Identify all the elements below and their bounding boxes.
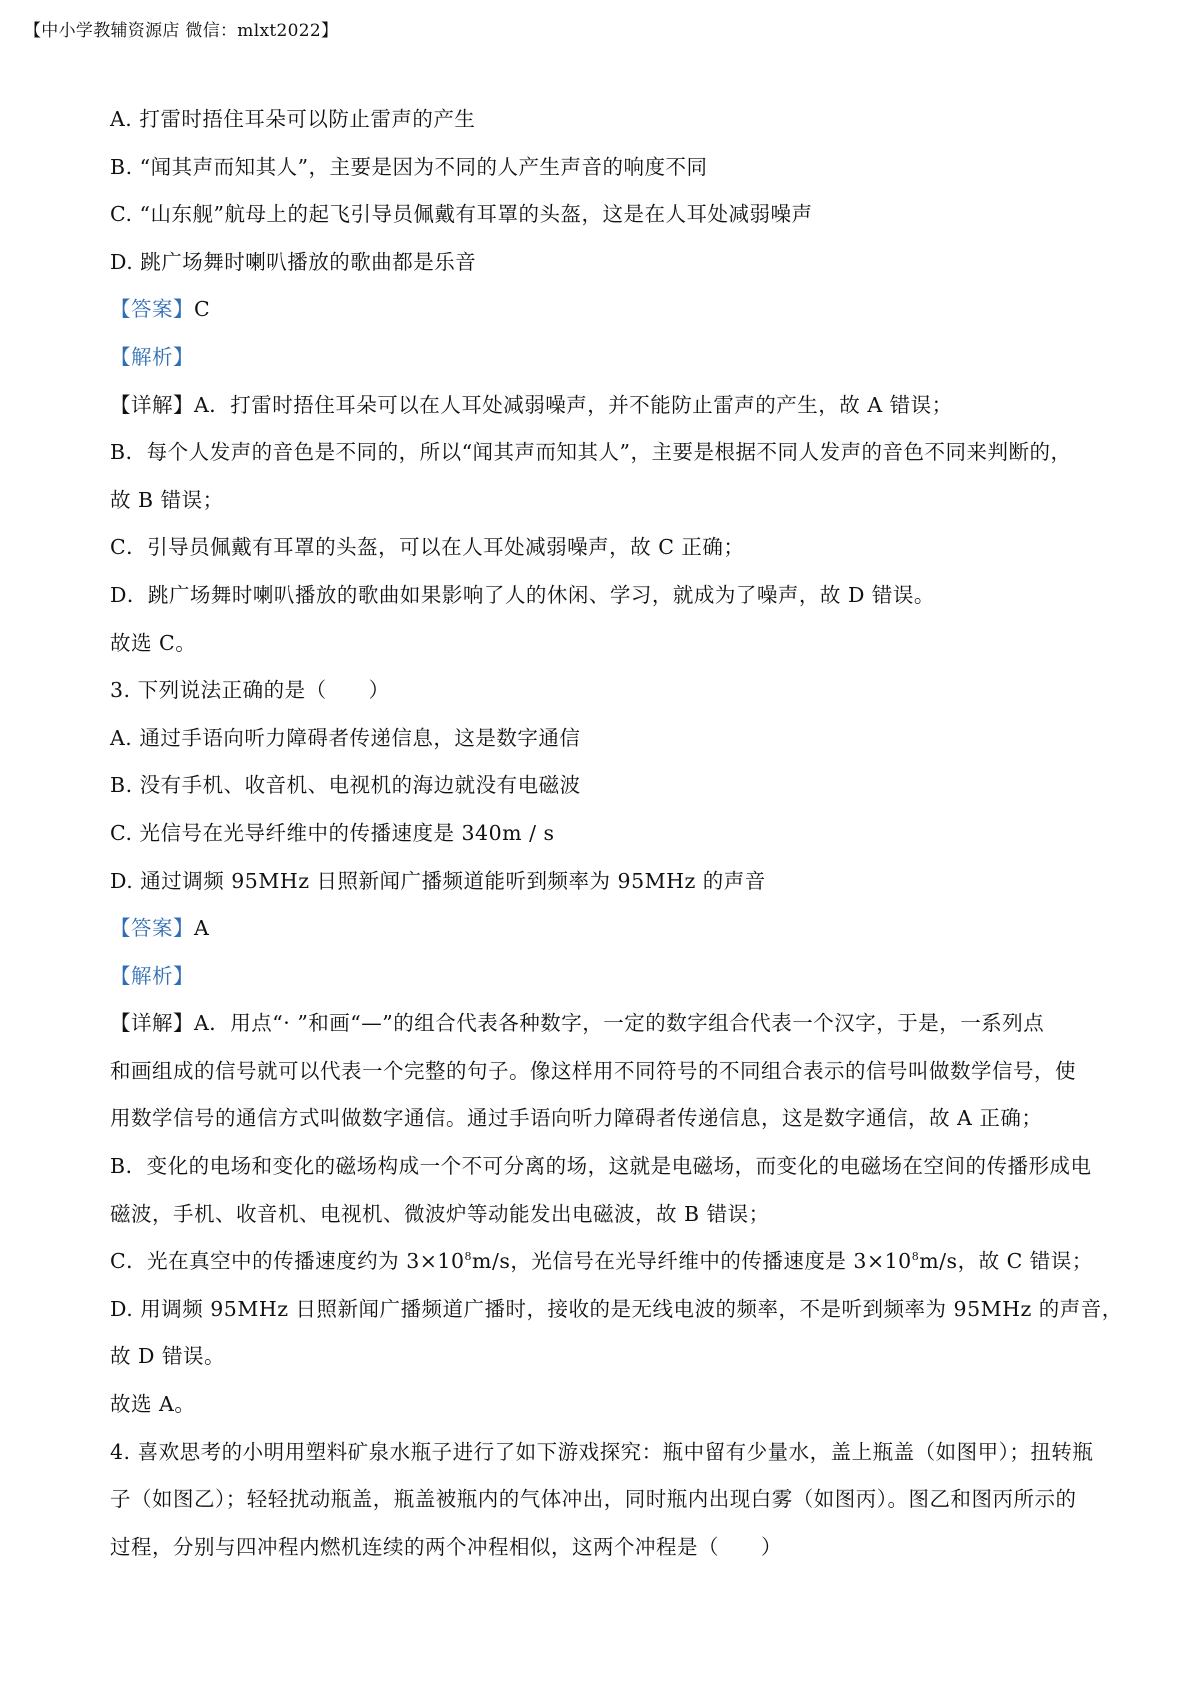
q2-option-c: C. “山东舰”航母上的起飞引导员佩戴有耳罩的头盔，这是在人耳处减弱噪声 bbox=[110, 202, 813, 227]
q3-conclusion: 故选 A。 bbox=[110, 1392, 196, 1417]
exponent: 8 bbox=[464, 1250, 473, 1264]
answer-value: A bbox=[194, 916, 210, 941]
document-body bbox=[110, 96, 1123, 1571]
q2-conclusion: 故选 C。 bbox=[110, 630, 197, 655]
q3-detail-a3: 用数学信号的通信方式叫做数字通信。通过手语向听力障碍者传递信息，这是数字通信，故 A 正确； bbox=[110, 1106, 1043, 1131]
q2-answer bbox=[110, 286, 1100, 334]
detail-text: A．用点“· ”和画“—”的组合代表各种数字，一定的数字组合代表一个汉字，于是，一系列点 bbox=[194, 1011, 1045, 1036]
q3-option-c: C. 光信号在光导纤维中的传播速度是 340m / s bbox=[110, 820, 555, 845]
q4-stem-line2: 子（如图乙）；轻轻扰动瓶盖，瓶盖被瓶内的气体冲出，同时瓶内出现白雾（如图丙）。图乙和图丙所示的 bbox=[110, 1487, 1077, 1512]
q3-detail-b1: B．变化的电场和变化的磁场构成一个不可分离的场，这就是电磁场，而变化的电磁场在空间的传播形成电 bbox=[110, 1154, 1092, 1179]
q2-option-b: B. “闻其声而知其人”，主要是因为不同的人产生声音的响度不同 bbox=[110, 154, 708, 179]
detail-c-part3: m/s，故 C 错误； bbox=[919, 1249, 1093, 1274]
q2-option-d: D. 跳广场舞时喇叭播放的歌曲都是乐音 bbox=[110, 249, 477, 274]
q2-detail-c: C．引导员佩戴有耳罩的头盔，可以在人耳处减弱噪声，故 C 正确； bbox=[110, 535, 745, 560]
q2-option-a: A. 打雷时捂住耳朵可以防止雷声的产生 bbox=[110, 107, 476, 131]
q3-detail-d1: D. 用调频 95MHz 日照新闻广播频道广播时，接收的是无线电波的频率，不是听到频率为 95MHz 的声音， bbox=[110, 1296, 1123, 1321]
detail-c-part2: m/s，光信号在光导纤维中的传播速度是 3×10 bbox=[472, 1249, 912, 1274]
analysis-tag: 【解析】 bbox=[110, 963, 194, 988]
answer-value: C bbox=[194, 297, 211, 322]
exponent: 8 bbox=[911, 1250, 920, 1264]
q4-stem-line3: 过程，分别与四冲程内燃机连续的两个冲程相似，这两个冲程是（ ） bbox=[110, 1534, 782, 1559]
q2-detail-b1: B．每个人发声的音色是不同的，所以“闻其声而知其人”，主要是根据不同人发声的音色不同来判断的， bbox=[110, 440, 1072, 465]
q3-option-d: D. 通过调频 95MHz 日照新闻广播频道能听到频率为 95MHz 的声音 bbox=[110, 868, 766, 893]
q3-detail-d2: 故 D 错误。 bbox=[110, 1344, 225, 1369]
q3-detail-b2: 磁波，手机、收音机、电视机、微波炉等动能发出电磁波，故 B 错误； bbox=[110, 1201, 770, 1226]
detail-text: A．打雷时捂住耳朵可以在人耳处减弱噪声，并不能防止雷声的产生，故 A 错误； bbox=[194, 392, 953, 417]
detail-c-part1: C．光在真空中的传播速度约为 3×10 bbox=[110, 1249, 465, 1274]
answer-tag: 【答案】 bbox=[110, 916, 194, 941]
q4-stem-line1: 4. 喜欢思考的小明用塑料矿泉水瓶子进行了如下游戏探究：瓶中留有少量水，盖上瓶盖（如图甲）；扭转瓶 bbox=[110, 1439, 1094, 1464]
q3-analysis bbox=[110, 953, 1100, 1001]
detail-tag: 【详解】 bbox=[110, 392, 194, 417]
q2-detail-a bbox=[110, 382, 1100, 430]
q3-detail-a2: 和画组成的信号就可以代表一个完整的句子。像这样用不同符号的不同组合表示的信号叫做数学信号，使 bbox=[110, 1058, 1076, 1083]
analysis-tag: 【解析】 bbox=[110, 344, 194, 369]
q3-detail-c bbox=[110, 1238, 1100, 1286]
q3-option-a: A. 通过手语向听力障碍者传递信息，这是数字通信 bbox=[110, 725, 581, 750]
q2-detail-d: D．跳广场舞时喇叭播放的歌曲如果影响了人的休闲、学习，就成为了噪声，故 D 错误。 bbox=[110, 582, 935, 607]
q2-analysis bbox=[110, 334, 1100, 382]
q3-stem: 3. 下列说法正确的是（ ） bbox=[110, 678, 390, 703]
answer-tag: 【答案】 bbox=[110, 297, 194, 322]
watermark-header: 【中小学教辅资源店 微信：mlxt2022】 bbox=[24, 21, 339, 41]
q3-detail-a1 bbox=[110, 1000, 1100, 1048]
q2-detail-b2: 故 B 错误； bbox=[110, 487, 224, 512]
q3-answer bbox=[110, 905, 1100, 953]
q3-option-b: B. 没有手机、收音机、电视机的海边就没有电磁波 bbox=[110, 773, 581, 798]
detail-tag: 【详解】 bbox=[110, 1011, 194, 1036]
